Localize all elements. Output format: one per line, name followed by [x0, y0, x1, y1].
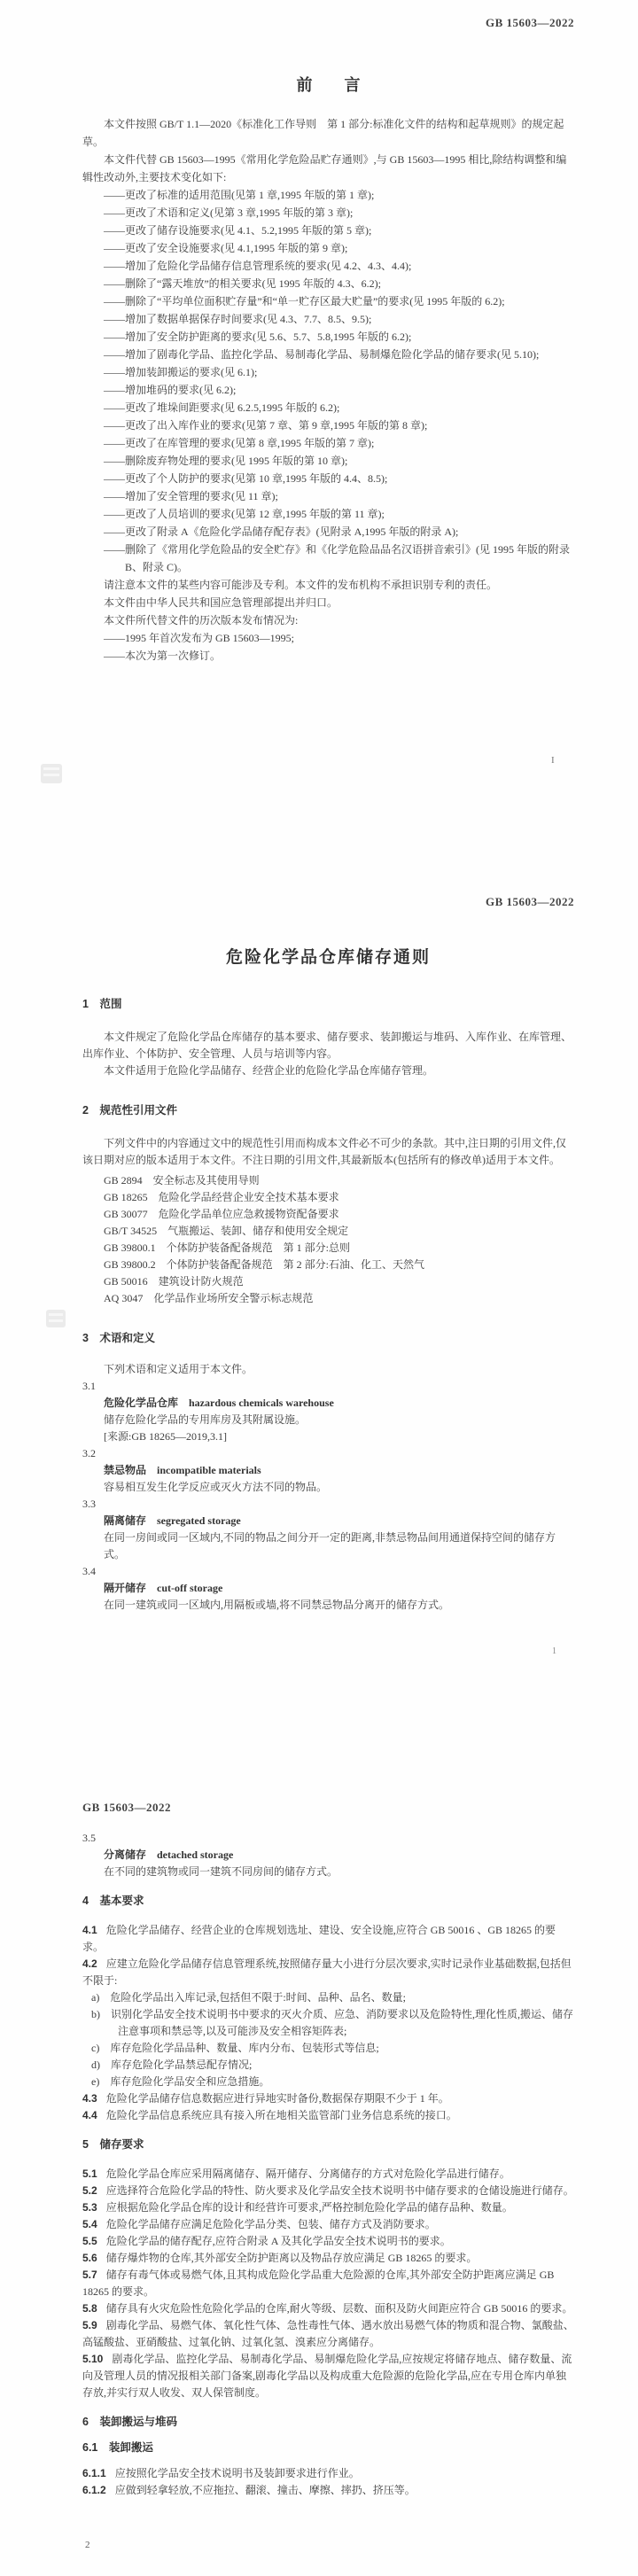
list-item — [82, 2040, 574, 2057]
list-text: 危险化学品出入库记录,包括但不限于:时间、品种、品名、数量; — [110, 1991, 406, 2004]
clause-text: 应做到轻拿轻放,不应拖拉、翻滚、撞击、摩擦、摔扔、挤压等。 — [114, 2484, 416, 2496]
paragraph: 本文件所代替文件的历次版本发布情况为: — [104, 614, 299, 626]
term-entry — [82, 1563, 574, 1614]
list-marker: d) — [91, 2058, 100, 2071]
clause-text: 剧毒化学品、监控化学品、易制毒化学品、易制爆危险化学品,应按规定将储存地点、储存数量、流向及管理人员的情况报相关部门备案,剧毒化学品以及构成重大危险源的危险化学品,应在专用仓库内单独存放,并实行双人收发、双人保管制度。 — [82, 2353, 572, 2399]
page-foreword — [0, 14, 638, 665]
clause-text: 危险化学品储存、经营企业的仓库规划选址、建设、安全设施,应符合 GB 50016 、GB 18265 的要求。 — [82, 1924, 556, 1953]
clause — [82, 2199, 574, 2216]
clause-number: 5.1 — [82, 2167, 97, 2180]
clause — [82, 2216, 574, 2233]
term-number: 3.4 — [82, 1565, 96, 1577]
standard-code: GB 15603—2022 — [485, 16, 574, 29]
clause-text: 储存有毒气体或易燃气体,且其构成危险化学品重大危险源的仓库,其外部安全防护距离应满足 GB 18265 的要求。 — [82, 2269, 555, 2298]
clause — [82, 2250, 574, 2267]
change-item: ——删除了《常用化学危险品的安全贮存》和《化学危险品品名汉语拼音索引》(见 1995 年版的附录 B、附录 C)。 — [104, 543, 570, 573]
clause-text: 危险化学品储存信息数据应进行异地实时备份,数据保存期限不少于 1 年。 — [105, 2092, 449, 2105]
term-definition: 储存危险化学品的专用库房及其附属设施。 — [104, 1413, 307, 1426]
clause-number: 5.7 — [82, 2269, 97, 2281]
change-item: ——增加堆码的要求(见 6.2); — [104, 384, 237, 396]
change-item: ——增加装卸搬运的要求(见 6.1); — [104, 366, 258, 378]
scan-artifact-icon — [46, 1310, 66, 1327]
clause — [82, 2090, 574, 2107]
term-number: 3.2 — [82, 1447, 96, 1459]
clause-text: 危险化学品信息系统应具有接入所在地相关监管部门业务信息系统的接口。 — [105, 2109, 457, 2121]
term-entry — [82, 1378, 574, 1445]
change-item: ——增加了数据单据保存时间要求(见 4.3、7.7、8.5、9.5); — [104, 313, 372, 325]
clause-text: 剧毒化学品、易燃气体、氧化性气体、急性毒性气体、遇水放出易燃气体的物质和混合物、氯酸盐、高锰酸盐、亚硝酸盐、过氧化钠、过氧化氢、溴素应分离储存。 — [82, 2319, 574, 2348]
paragraph: 下列文件中的内容通过文中的规范性引用而构成本文件必不可少的条款。其中,注日期的引用文件,仅该日期对应的版本适用于本文件。不注日期的引用文件,其最新版本(包括所有的修改单)适用于本文件。 — [82, 1137, 567, 1166]
clause-text: 储存具有火灾危险性危险化学品的仓库,耐火等级、层数、面积及防火间距应符合 GB 50016 的要求。 — [105, 2302, 573, 2315]
clause-number: 5.8 — [82, 2302, 97, 2315]
term-entry — [82, 1830, 574, 1880]
section-heading-normative-refs: 2 规范性引用文件 — [82, 1104, 177, 1117]
foreword-title: 前 言 — [296, 76, 361, 94]
reference-item: GB 2894 安全标志及其使用导则 — [104, 1174, 260, 1187]
clause-number: 5.2 — [82, 2184, 97, 2197]
list-text: 库存危险化学品禁忌配存情况; — [111, 2058, 253, 2071]
list-text: 库存危险化学品安全和应急措施。 — [110, 2075, 270, 2088]
change-item: ——增加了危险化学品储存信息管理系统的要求(见 4.2、4.3、4.4); — [104, 260, 412, 272]
page-main-1 — [0, 893, 638, 1614]
list-marker: e) — [91, 2075, 100, 2088]
paragraph: 请注意本文件的某些内容可能涉及专利。本文件的发布机构不承担识别专利的责任。 — [104, 579, 498, 591]
change-item: ——更改了个人防护的要求(见第 10 章,1995 年版的 4.4、8.5); — [104, 472, 388, 485]
clause-number: 4.1 — [82, 1924, 97, 1936]
clause-number: 5.9 — [82, 2319, 97, 2331]
term-title: 分离储存 detached storage — [104, 1848, 234, 1861]
term-entry — [82, 1445, 574, 1496]
change-item: ——更改了在库管理的要求(见第 8 章,1995 年版的第 7 章); — [104, 437, 375, 449]
term-title: 禁忌物品 incompatible materials — [104, 1464, 261, 1476]
term-title: 隔开储存 cut-off storage — [104, 1582, 223, 1594]
clause — [82, 2465, 574, 2482]
change-item: ——更改了储存设施要求(见 4.1、5.2,1995 年版的第 5 章); — [104, 224, 372, 237]
term-definition: 在同一房间或同一区域内,不同的物品之间分开一定的距离,非禁忌物品间用通道保持空间的储存方式。 — [104, 1531, 556, 1560]
reference-item: GB 50016 建筑设计防火规范 — [104, 1275, 244, 1288]
clause-number: 5.10 — [82, 2353, 104, 2365]
change-item: ——更改了安全设施要求(见 4.1,1995 年版的第 9 章); — [104, 242, 348, 254]
clause-text: 储存爆炸物的仓库,其外部安全防护距离以及物品存放应满足 GB 18265 的要求。 — [105, 2252, 478, 2264]
term-definition: 容易相互发生化学反应或灭火方法不同的物品。 — [104, 1481, 328, 1493]
term-title: 隔离储存 segregated storage — [104, 1514, 241, 1527]
paragraph: 本文件适用于危险化学品储存、经营企业的危险化学品仓库储存管理。 — [104, 1064, 434, 1077]
clause — [82, 2183, 574, 2199]
clause — [82, 2317, 574, 2351]
foreword-body — [82, 115, 574, 665]
paragraph: 本文件规定了危险化学品仓库储存的基本要求、储存要求、装卸搬运与堆码、入库作业、在库管理、出库作业、个体防护、安全管理、人员与培训等内容。 — [82, 1031, 572, 1060]
change-item: ——更改了堆垛间距要求(见 6.2.5,1995 年版的 6.2); — [104, 401, 340, 414]
clause — [82, 1956, 574, 1989]
change-item: ——更改了附录 A《危险化学品储存配存表》(见附录 A,1995 年版的附录 A); — [104, 525, 459, 538]
change-item: ——更改了出入库作业的要求(见第 7 章、第 9 章,1995 年版的第 8 章); — [104, 419, 428, 432]
standard-code: GB 15603—2022 — [485, 895, 574, 908]
reference-list — [82, 1172, 574, 1307]
clause — [82, 2482, 574, 2499]
clause-text: 应按照化学品安全技术说明书及装卸要求进行作业。 — [114, 2467, 360, 2479]
clause-text: 应根据危险化学品仓库的设计和经营许可要求,严格控制危险化学品的储存品种、数量。 — [105, 2201, 513, 2214]
clause — [82, 2351, 574, 2401]
clause-text: 危险化学品的储存配存,应符合附录 A 及其化学品安全技术说明书的要求。 — [105, 2235, 451, 2247]
clause-number: 6.1.1 — [82, 2467, 106, 2479]
clause-text: 危险化学品仓库应采用隔离储存、隔开储存、分离储存的方式对危险化学品进行储存。 — [105, 2167, 510, 2180]
page-number-2: 2 — [85, 2540, 90, 2550]
reference-item: GB 39800.2 个体防护装备配备规范 第 2 部分:石油、化工、天然气 — [104, 1258, 425, 1271]
clause-text: 应建立危险化学品储存信息管理系统,按照储存量大小进行分层次要求,实时记录作业基础数据,包括但不限于: — [82, 1957, 572, 1987]
clause-number: 4.3 — [82, 2092, 97, 2105]
scan-artifact-icon — [41, 764, 62, 783]
subsection-heading-handling: 6.1 装卸搬运 — [82, 2441, 153, 2454]
clause — [82, 2300, 574, 2317]
clause-number: 4.4 — [82, 2109, 97, 2121]
page-main-2 — [0, 1799, 638, 2499]
clause-number: 4.2 — [82, 1957, 97, 1970]
list-item — [82, 1989, 574, 2006]
page-number-1: 1 — [552, 1646, 556, 1656]
reference-item: GB 18265 危险化学品经营企业安全技术基本要求 — [104, 1191, 339, 1203]
term-definition: 在同一建筑或同一区域内,用隔板或墙,将不同禁忌物品分离开的储存方式。 — [104, 1599, 450, 1611]
change-item: ——增加了安全管理的要求(见 11 章); — [104, 490, 278, 502]
section-heading-handling-stacking: 6 装卸搬运与堆码 — [82, 2416, 177, 2428]
list-item — [82, 2074, 574, 2090]
change-item: ——删除废弃物处理的要求(见 1995 年版的第 10 章); — [104, 455, 348, 467]
term-source: [来源:GB 18265—2019,3.1] — [104, 1430, 227, 1443]
clause-number: 5.3 — [82, 2201, 97, 2214]
term-number: 3.1 — [82, 1380, 96, 1392]
clause-number: 5.6 — [82, 2252, 97, 2264]
section-heading-scope: 1 范围 — [82, 998, 122, 1010]
clause — [82, 2233, 574, 2250]
list-marker: b) — [91, 2008, 100, 2020]
paragraph: 本文件由中华人民共和国应急管理部提出并归口。 — [104, 596, 338, 609]
list-text: 识别化学品安全技术说明书中要求的灭火介质、应急、消防要求以及危险特性,理化性质,搬运、储存注意事项和禁忌等,以及可能涉及安全相容矩阵表; — [111, 2008, 574, 2037]
reference-item: GB/T 34525 气瓶搬运、装卸、储存和使用安全规定 — [104, 1225, 349, 1237]
history-item: ——1995 年首次发布为 GB 15603—1995; — [104, 632, 295, 644]
reference-item: AQ 3047 化学品作业场所安全警示标志规范 — [104, 1292, 314, 1304]
term-number: 3.5 — [82, 1832, 96, 1844]
change-item: ——增加了剧毒化学品、监控化学品、易制毒化学品、易制爆危险化学品的储存要求(见 5.10); — [104, 348, 540, 361]
reference-item: GB 30077 危险化学品单位应急救援物资配备要求 — [104, 1208, 339, 1220]
term-title: 危险化学品仓库 hazardous chemicals warehouse — [104, 1397, 334, 1409]
clause-text: 危险化学品储存应满足危险化学品分类、包装、储存方式及消防要求。 — [105, 2218, 436, 2230]
section-heading-basic-requirements: 4 基本要求 — [82, 1895, 144, 1907]
term-entry — [82, 1496, 574, 1563]
paragraph: 本文件按照 GB/T 1.1—2020《标准化工作导则 第 1 部分:标准化文件的结构和起草规则》的规定起草。 — [82, 118, 564, 148]
change-item: ——更改了标准的适用范围(见第 1 章,1995 年版的第 1 章); — [104, 189, 375, 201]
change-item: ——增加了安全防护距离的要求(见 5.6、5.7、5.8,1995 年版的 6.2); — [104, 331, 412, 343]
change-item: ——更改了术语和定义(见第 3 章,1995 年版的第 3 章); — [104, 206, 354, 219]
standard-code: GB 15603—2022 — [82, 1801, 172, 1814]
section-heading-storage-requirements: 5 储存要求 — [82, 2138, 144, 2151]
clause-number: 5.5 — [82, 2235, 97, 2247]
document-title: 危险化学品仓库储存通则 — [225, 948, 431, 967]
list-marker: c) — [91, 2042, 100, 2054]
clause-number: 6.1.2 — [82, 2484, 106, 2496]
change-item: ——更改了人员培训的要求(见第 12 章,1995 年版的第 11 章); — [104, 508, 385, 520]
change-item: ——删除了“平均单位面积贮存量”和“单一贮存区最大贮量”的要求(见 1995 年版的 6.2); — [104, 295, 505, 307]
clause-text: 应选择符合危险化学品的特性、防火要求及化学品安全技术说明书中储存要求的仓储设施进行储存。 — [105, 2184, 574, 2197]
list-item — [82, 2006, 574, 2040]
paragraph: 下列术语和定义适用于本文件。 — [104, 1363, 253, 1375]
section-heading-terms: 3 术语和定义 — [82, 1332, 155, 1344]
term-number: 3.3 — [82, 1498, 96, 1510]
list-marker: a) — [91, 1991, 100, 2004]
clause — [82, 2166, 574, 2183]
change-item: ——删除了“露天堆放”的相关要求(见 1995 年版的 4.3、6.2); — [104, 277, 381, 290]
clause — [82, 2267, 574, 2300]
reference-item: GB 39800.1 个体防护装备配备规范 第 1 部分:总则 — [104, 1241, 351, 1254]
page-number-foreword: I — [551, 755, 555, 766]
paragraph: 本文件代替 GB 15603—1995《常用化学危险品贮存通则》,与 GB 15603—1995 相比,除结构调整和编辑性改动外,主要技术变化如下: — [82, 153, 567, 183]
list-text: 库存危险化学品品种、数量、库内分布、包装形式等信息; — [110, 2042, 379, 2054]
clause — [82, 1922, 574, 1956]
term-definition: 在不同的建筑物或同一建筑不同房间的储存方式。 — [104, 1865, 338, 1878]
history-item: ——本次为第一次修订。 — [104, 650, 222, 662]
clause — [82, 2107, 574, 2124]
clause-number: 5.4 — [82, 2218, 97, 2230]
list-item — [82, 2057, 574, 2074]
